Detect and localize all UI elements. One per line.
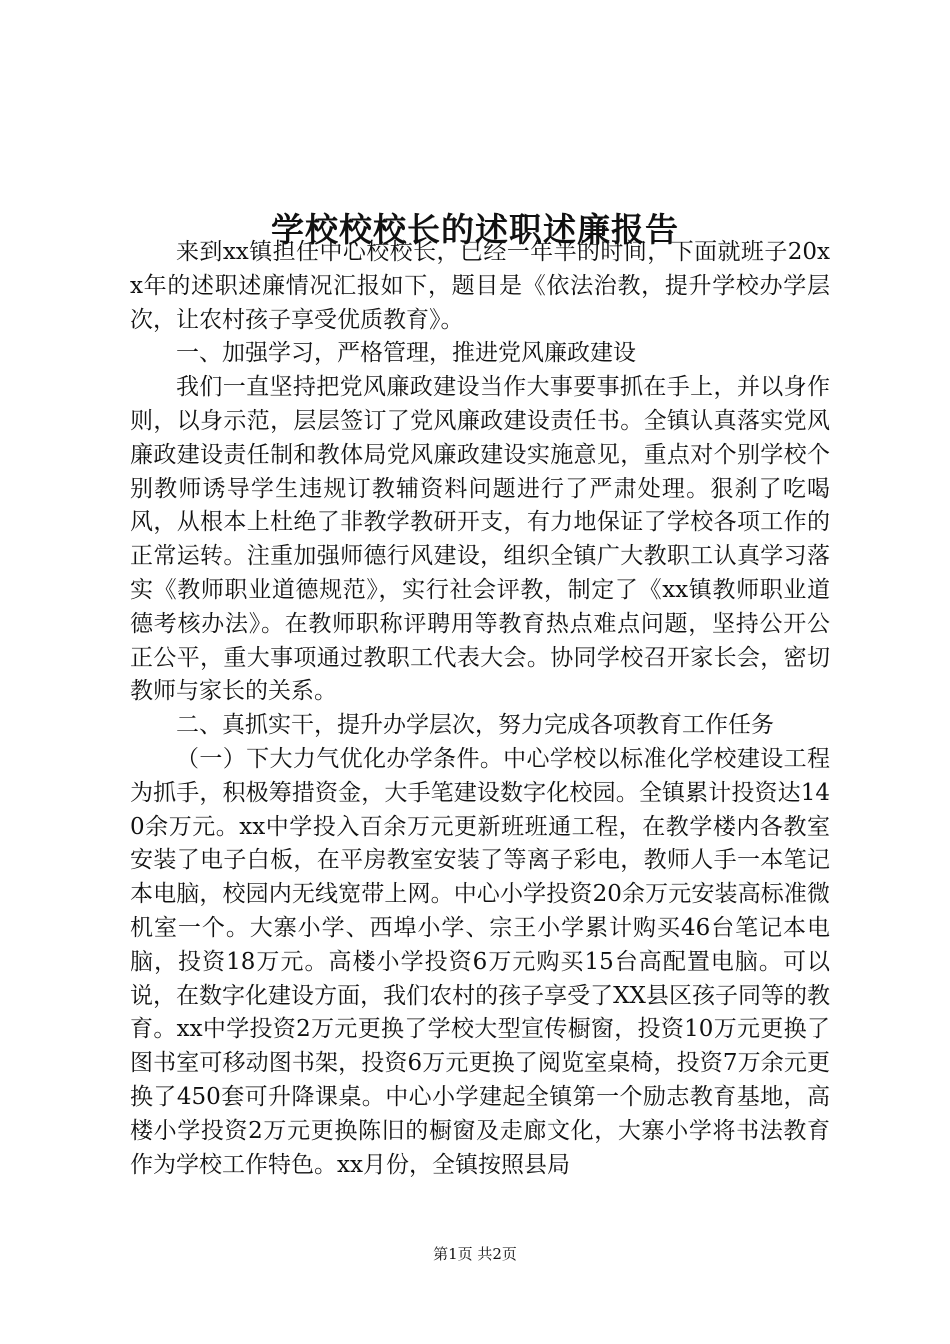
- section-heading-1: 一、加强学习，严格管理，推进党风廉政建设: [176, 340, 636, 367]
- section-1-paragraph: 我们一直坚持把党风廉政建设当作大事要事抓在手上，并以身作则，以身示范，层层签订了党风廉政建设责任书。全镇认真落实党风廉政建设责任制和教体局党风廉政建设实施意见，重点对个别学校个别教师诱导学生违规订教辅资料问题进行了严肃处理。狠刹了吃喝风，从根本上杜绝了非教学教研开支，有力地保证了学校各项工作的正常运转。注重加强师德行风建设，组织全镇广大教职工认真学习落实《教师职业道德规范》，实行社会评教，制定了《xx镇教师职业道德考核办法》。在教师职称评聘用等教育热点难点问题，坚持公开公正公平，重大事项通过教职工代表大会。协同学校召开家长会，密切教师与家长的关系。: [130, 374, 830, 705]
- document-title: 学校校校长的述职述廉报告: [271, 210, 679, 250]
- section-2-paragraph: （一）下大力气优化办学条件。中心学校以标准化学校建设工程为抓手，积极筹措资金，大手笔建设数字化校园。全镇累计投资达140余万元。xx中学投入百余万元更新班班通工程，在教学楼内各教室安装了电子白板，在平房教室安装了等离子彩电，教师人手一本笔记本电脑，校园内无线宽带上网。中心小学投资20余万元安装高标准微机室一个。大寨小学、西埠小学、宗王小学累计购买46台笔记本电脑，投资18万元。高楼小学投资6万元购买15台高配置电脑。可以说，在数字化建设方面，我们农村的孩子享受了XX县区孩子同等的教育。xx中学投资2万元更换了学校大型宣传橱窗，投资10万元更换了图书室可移动图书架，投资6万元更换了阅览室桌椅，投资7万余元更换了450套可升降课桌。中心小学建起全镇第一个励志教育基地，高楼小学投资2万元更换陈旧的橱窗及走廊文化，大寨小学将书法教育作为学校工作特色。xx月份，全镇按照县局: [130, 745, 830, 1178]
- document-body: [130, 236, 830, 1182]
- section-heading-2: 二、真抓实干，提升办学层次，努力完成各项教育工作任务: [176, 712, 774, 739]
- page-number-footer: 第1页 共2页: [433, 1245, 517, 1263]
- intro-paragraph: 来到xx镇担任中心校校长，已经一年半的时间，下面就班子20xx年的述职述廉情况汇报如下，题目是《依法治教，提升学校办学层次，让农村孩子享受优质教育》。: [130, 239, 830, 333]
